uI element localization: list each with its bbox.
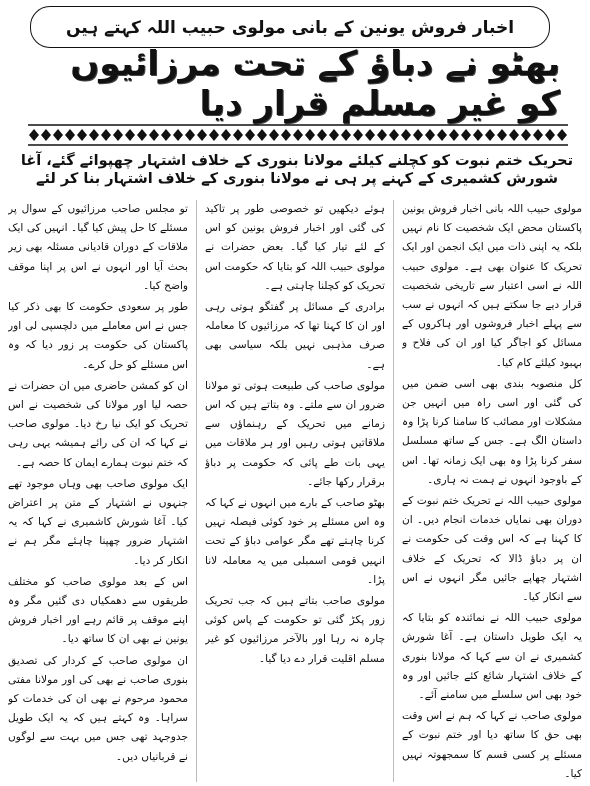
decoration-diamond xyxy=(353,129,363,141)
decoration-diamond xyxy=(137,129,147,141)
decoration-diamond xyxy=(413,129,423,141)
decoration-diamond xyxy=(545,129,555,141)
decoration-diamond xyxy=(425,129,435,141)
article-paragraph: مولوی صاحب نے کہا کہ ہم نے اس وقت بھی حق کا ساتھ دیا اور ختم نبوت کے مسئلے پر کسی قسم کا سمجھوتہ نہیں کیا۔ xyxy=(402,710,582,780)
decoration-diamond xyxy=(461,129,471,141)
decoration-diamond xyxy=(77,129,87,141)
decoration-diamond xyxy=(113,129,123,141)
decoration-diamond xyxy=(497,129,507,141)
decoration-diamond xyxy=(341,129,351,141)
article-paragraph: کل منصوبہ بندی بھی اسی ضمن میں کی گئی اور اسی راہ میں انہیں جن مشکلات اور مصائب کا سامنا کرنا پڑا وہ داستان الگ ہے۔ جس کے ساتھ مسلسل سفر کرنا پڑا وہ بھی ایک زمانہ تھا۔ اس کے باوجود انہوں نے ہمت نہ ہاری۔ xyxy=(402,377,582,486)
article-columns xyxy=(8,200,582,782)
article-paragraph: تو مجلس صاحب مرزائیوں کے سوال پر مسئلے کا حل پیش کیا گیا۔ انہیں کی ایک ملاقات کے دوران قادیانی مسئلہ بھی زیر بحث آیا اور انہوں نے اس پر اپنا موقف واضح کیا۔ xyxy=(8,203,188,292)
decoration-diamond xyxy=(89,129,99,141)
article-paragraph: اس کے بعد مولوی صاحب کو مختلف طریقوں سے دھمکیاں دی گئیں مگر وہ اپنے موقف پر قائم رہے اور اخبار فروش یونین نے بھی ان کا ساتھ دیا۔ xyxy=(8,575,188,646)
article-paragraph: مولوی حبیب اللہ نے نمائندہ کو بتایا کہ یہ ایک طویل داستان ہے۔ آغا شورش کشمیری نے ان سے کہا کہ مولانا بنوری کے خلاف اشتہار شائع کئے جائیں اور وہ خود بھی اس سلسلے میں سامنے آئے۔ xyxy=(402,612,582,702)
decoration-diamond xyxy=(473,129,483,141)
decorative-border xyxy=(28,122,568,148)
banner-text: اخبار فروش یونین کے بانی مولوی حبیب اللہ کہتے ہیں xyxy=(65,17,515,38)
decoration-diamond xyxy=(209,129,219,141)
decoration-diamond xyxy=(389,129,399,141)
decoration-diamond xyxy=(557,129,567,141)
subtitle: تحریک ختم نبوت کو کچلنے کیلئے مولانا بنوری کے خلاف اشتہار چھپوائے گئے، آغا شورش کشمیری کے کہنے پر ہی نے مولانا بنوری کے خلاف اشتہار بنا کر لئے xyxy=(20,153,574,187)
decoration-diamond xyxy=(173,129,183,141)
decoration-diamond xyxy=(509,129,519,141)
decoration-diamond xyxy=(221,129,231,141)
article-paragraph: مولوی صاحب کی طبیعت ہوتی تو مولانا ضرور ان سے ملتے۔ وہ بتاتے ہیں کہ اس زمانے میں تحریک کے رہنماؤں سے ملاقاتیں ہوتی رہیں اور ہر ملاقات میں یہی بات طے پائی کہ حکومت پر دباؤ برقرار رکھا جائے۔ xyxy=(205,379,385,488)
decoration-diamond xyxy=(401,129,411,141)
article-paragraph: برادری کے مسائل پر گفتگو ہوتی رہی اور ان کا کہنا تھا کہ مرزائیوں کا معاملہ صرف مذہبی نہیں بلکہ سیاسی بھی ہے۔ xyxy=(205,301,385,371)
decoration-diamond xyxy=(41,129,51,141)
decoration-diamond xyxy=(521,129,531,141)
decoration-diamond xyxy=(233,129,243,141)
article-column xyxy=(205,200,385,782)
headline: بھٹو نے دباؤ کے تحت مرزائیوں کو غیر مسلم قرار دیا xyxy=(70,43,560,124)
column-divider xyxy=(196,200,197,782)
article-paragraph: مولوی صاحب بتاتے ہیں کہ جب تحریک زور پکڑ گئی تو حکومت کے پاس کوئی چارہ نہ رہا اور بالآخر مرزائیوں کو غیر مسلم اقلیت قرار دے دیا گیا۔ xyxy=(205,595,385,665)
article-paragraph: ان مولوی صاحب کے کردار کی تصدیق بنوری صاحب نے بھی کی اور مولانا مفتی محمود مرحوم نے بھی ان کی خدمات کو سراہا۔ وہ کہتے ہیں کہ یہ ایک طویل جدوجہد تھی جس میں بہت سے لوگوں نے قربانیاں دیں۔ xyxy=(8,654,188,763)
article-column xyxy=(402,200,582,782)
decoration-diamond xyxy=(245,129,255,141)
decoration-diamond xyxy=(281,129,291,141)
decoration-diamond xyxy=(293,129,303,141)
decoration-diamond xyxy=(197,129,207,141)
column-divider xyxy=(393,200,394,782)
article-paragraph: ایک مولوی صاحب بھی وہاں موجود تھے جنہوں نے اشتہار کے متن پر اعتراض کیا۔ آغا شورش کاشمیری نے کہا کہ یہ اشتہار ضرور چھپنا چاہئے مگر ہم نے انکار کر دیا۔ xyxy=(8,477,188,567)
decoration-diamond xyxy=(365,129,375,141)
article-paragraph: ہوئے دیکھیں تو خصوصی طور پر تاکید کی گئی اور اخبار فروش یونین کو اس کے لئے تیار کیا گیا۔ بعض حضرات نے مولوی حبیب اللہ کو بتایا کہ حکومت اس تحریک کو کچلنا چاہتی ہے۔ xyxy=(205,203,385,292)
article-paragraph: بھٹو صاحب کے بارے میں انہوں نے کہا کہ وہ اس مسئلے پر خود کوئی فیصلہ نہیں کرنا چاہتے تھے مگر عوامی دباؤ کے تحت انہیں قومی اسمبلی میں یہ معاملہ لانا پڑا۔ xyxy=(205,497,385,586)
decoration-diamond xyxy=(377,129,387,141)
article-paragraph: طور پر سعودی حکومت کا بھی ذکر کیا جس نے اس معاملے میں دلچسپی لی اور پاکستان کی حکومت پر زور دیا کہ وہ اس مسئلے کو حل کرے۔ xyxy=(8,301,188,371)
decoration-diamond xyxy=(449,129,459,141)
decoration-diamond xyxy=(185,129,195,141)
decoration-diamond xyxy=(269,129,279,141)
decoration-diamond xyxy=(317,129,327,141)
article-paragraph: مولوی حبیب اللہ نے تحریک ختم نبوت کے دوران بھی نمایاں خدمات انجام دیں۔ ان کا کہنا ہے کہ اس وقت کی حکومت نے ان پر دباؤ ڈالا کہ تحریک کے خلاف اشتہار چھاپے جائیں مگر انہوں نے اس سے انکار کیا۔ xyxy=(402,495,582,604)
decoration-diamond xyxy=(161,129,171,141)
decoration-diamond xyxy=(101,129,111,141)
decoration-diamond xyxy=(485,129,495,141)
article-paragraph: ان کو کمشن حاضری میں ان حضرات نے حصہ لیا اور مولانا کی شخصیت نے اس تحریک کو ایک نیا رخ دیا۔ مولوی صاحب نے کہا کہ ان کی رائے ہمیشہ یہی رہی کہ ختم نبوت ہمارے ایمان کا حصہ ہے۔ xyxy=(8,379,188,469)
decoration-diamond xyxy=(125,129,135,141)
decoration-diamond xyxy=(305,129,315,141)
decoration-diamond xyxy=(29,129,39,141)
decoration-diamond xyxy=(437,129,447,141)
article-paragraph: مولوی حبیب اللہ بانی اخبار فروش یونین پاکستان محض ایک شخصیت کا نام نہیں بلکہ یہ اپنی ذات میں ایک انجمن اور ایک تحریک کا عنوان بھی ہے۔ مولوی حبیب اللہ نے اسی اعتبار سے تاریخی شخصیت قرار دیے جا سکتے ہیں کہ انہوں نے سب سے پہلے اخبار فروشوں اور ہاکروں کے مسائل کو اجاگر کیا اور ان کی فلاح و بہبود کیلئے کام کیا۔ xyxy=(402,203,582,369)
decoration-diamond xyxy=(329,129,339,141)
decoration-diamond xyxy=(533,129,543,141)
decoration-diamond xyxy=(65,129,75,141)
decoration-diamond xyxy=(53,129,63,141)
decoration-diamond xyxy=(257,129,267,141)
decoration-diamond xyxy=(149,129,159,141)
article-column xyxy=(8,200,188,782)
